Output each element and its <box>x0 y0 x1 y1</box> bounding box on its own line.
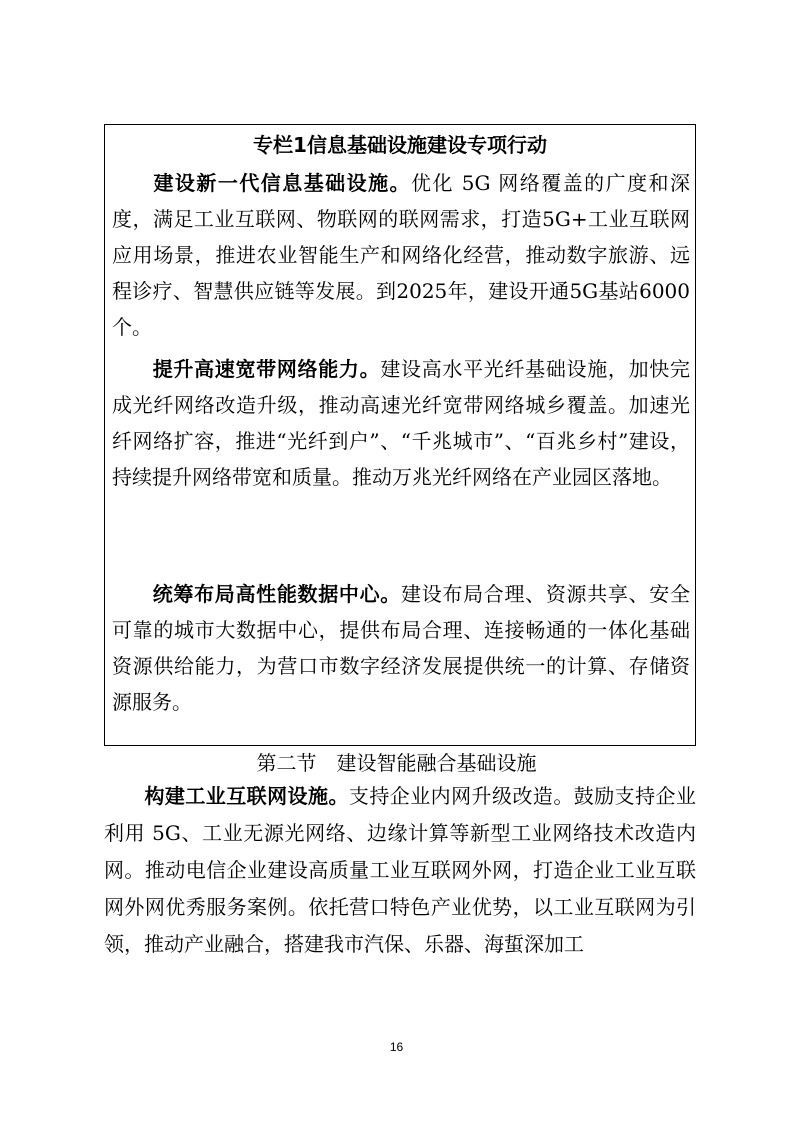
paragraph-text: 建设布局合理、资源共享、安全可靠的城市大数据中心，提供布局合理、连接畅通的一体化基础资源供给能力，为营口市数字经济发展提供统一的计算、存储资源服务。 <box>112 582 690 714</box>
paragraph-lead: 提升高速宽带网络能力。 <box>152 357 381 381</box>
paragraph-text: 建设高水平光纤基础设施，加快完成光纤网络改造升级，推动高速光纤宽带网络城乡覆盖。加速光纤网络扩容，推进“光纤到户”、“千兆城市”、“百兆乡村”建设，持续提升网络带宽和质量。推动万兆光纤网络在产业园区落地。 <box>112 357 691 489</box>
special-column-box <box>104 124 696 746</box>
box-paragraph-1 <box>112 165 690 345</box>
box-title: 专栏1信息基础设施建设专项行动 <box>253 133 547 157</box>
paragraph-text: 优化 5G 网络覆盖的广度和深度，满足工业互联网、物联网的联网需求，打造5G+工业互联网应用场景，推进农业智能生产和网络化经营，推动数字旅游、远程诊疗、智慧供应链等发展。到2025年，建设开通5G基站6000个。 <box>112 171 691 339</box>
box-paragraph-3 <box>112 576 690 720</box>
paragraph-lead: 统筹布局高性能数据中心。 <box>152 582 401 606</box>
section-title: 第二节 建设智能融合基础设施 <box>256 751 537 775</box>
main-paragraph <box>104 778 696 963</box>
paragraph-lead: 构建工业互联网设施。 <box>144 784 349 808</box>
page-number: 16 <box>389 1040 404 1054</box>
box-paragraph-2 <box>112 351 690 495</box>
paragraph-text: 支持企业内网升级改造。鼓励支持企业利用 5G、工业无源光网络、边缘计算等新型工业网络技术改造内网。推动电信企业建设高质量工业互联网外网，打造企业工业互联网外网优秀服务案例。依托营口特色产业优势，以工业互联网为引领，推动产业融合，搭建我市汽保、乐器、海蜇深加工 <box>104 784 697 956</box>
paragraph-lead: 建设新一代信息基础设施。 <box>152 171 412 195</box>
